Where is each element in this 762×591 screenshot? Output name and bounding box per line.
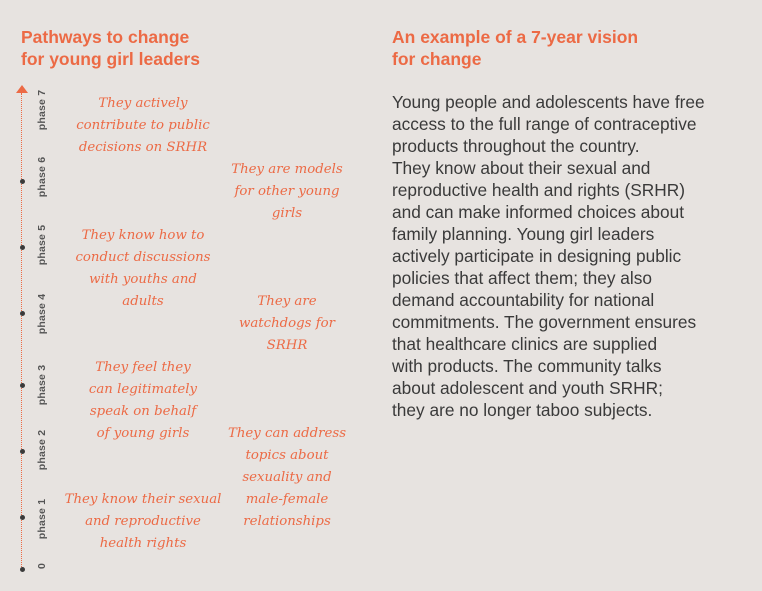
step-line: watchdogs for xyxy=(238,316,336,331)
vision-title xyxy=(392,26,638,70)
step-line: They can address xyxy=(227,426,347,441)
timeline-dot xyxy=(20,245,25,250)
timeline-dot xyxy=(20,179,25,184)
vision-line: They know about their sexual and xyxy=(392,158,651,178)
vision-line: that healthcare clinics are supplied xyxy=(392,334,658,354)
step-line: They know how to xyxy=(81,228,205,243)
pathways-title-line-2: for young girl leaders xyxy=(21,49,200,69)
vision-line: commitments. The government ensures xyxy=(392,312,697,332)
vision-line: access to the full range of contraceptive xyxy=(392,114,697,134)
vision-title-line-1: An example of a 7-year vision xyxy=(392,27,639,47)
vision-paragraph xyxy=(392,91,752,421)
step-line: of young girls xyxy=(96,426,190,441)
step-line: girls xyxy=(271,206,303,221)
step-line: adults xyxy=(122,294,164,309)
vision-line: with products. The community talks xyxy=(392,356,662,376)
step-line: sexuality and xyxy=(242,470,332,485)
step-phase-1 xyxy=(63,489,223,555)
step-phase-3 xyxy=(63,357,223,445)
step-line: They are xyxy=(257,294,317,309)
step-phase-4 xyxy=(207,291,367,357)
timeline-origin-dot xyxy=(20,567,25,572)
step-line: health rights xyxy=(99,536,187,551)
step-phase-5 xyxy=(63,225,223,313)
step-line: SRHR xyxy=(266,338,308,353)
phase-timeline: phase 7 phase 6 phase 5 phase 4 phase 3 phase 2 phase 1 0 xyxy=(0,0,60,591)
vision-line: they are no longer taboo subjects. xyxy=(392,400,653,420)
vision-line: Young people and adolescents have free xyxy=(392,92,705,112)
step-line: They feel they xyxy=(95,360,191,375)
timeline-dot xyxy=(20,515,25,520)
pathways-title-line-1: Pathways to change xyxy=(21,27,190,47)
vision-line: demand accountability for national xyxy=(392,290,655,310)
step-line: with youths and xyxy=(89,272,197,287)
step-line: They actively xyxy=(98,96,188,111)
step-line: for other young xyxy=(234,184,340,199)
arrow-up-icon xyxy=(16,85,28,93)
vision-line: and can make informed choices about xyxy=(392,202,685,222)
timeline-dot xyxy=(20,449,25,454)
step-line: can legitimately xyxy=(88,382,198,397)
step-phase-6 xyxy=(207,159,367,225)
timeline-dot xyxy=(20,383,25,388)
vision-line: actively participate in designing public xyxy=(392,246,682,266)
vision-line: reproductive health and rights (SRHR) xyxy=(392,180,685,200)
step-line: topics about xyxy=(245,448,329,463)
vision-line: family planning. Young girl leaders xyxy=(392,224,655,244)
step-line: conduct discussions xyxy=(75,250,211,265)
step-line: relationships xyxy=(243,514,331,529)
step-line: They know their sexual xyxy=(64,492,222,507)
step-line: decisions on SRHR xyxy=(78,140,208,155)
step-line: contribute to public xyxy=(76,118,210,133)
vision-title-line-2: for change xyxy=(392,49,482,69)
step-phase-7 xyxy=(63,93,223,159)
vision-line: about adolescent and youth SRHR; xyxy=(392,378,663,398)
step-phase-2 xyxy=(207,423,367,533)
timeline-axis-line xyxy=(21,93,22,567)
step-line: speak on behalf xyxy=(89,404,197,419)
vision-line: products throughout the country. xyxy=(392,136,640,156)
step-line: They are models xyxy=(231,162,343,177)
timeline-dot xyxy=(20,311,25,316)
step-line: and reproductive xyxy=(85,514,201,529)
vision-line: policies that affect them; they also xyxy=(392,268,653,288)
step-line: male-female xyxy=(245,492,329,507)
